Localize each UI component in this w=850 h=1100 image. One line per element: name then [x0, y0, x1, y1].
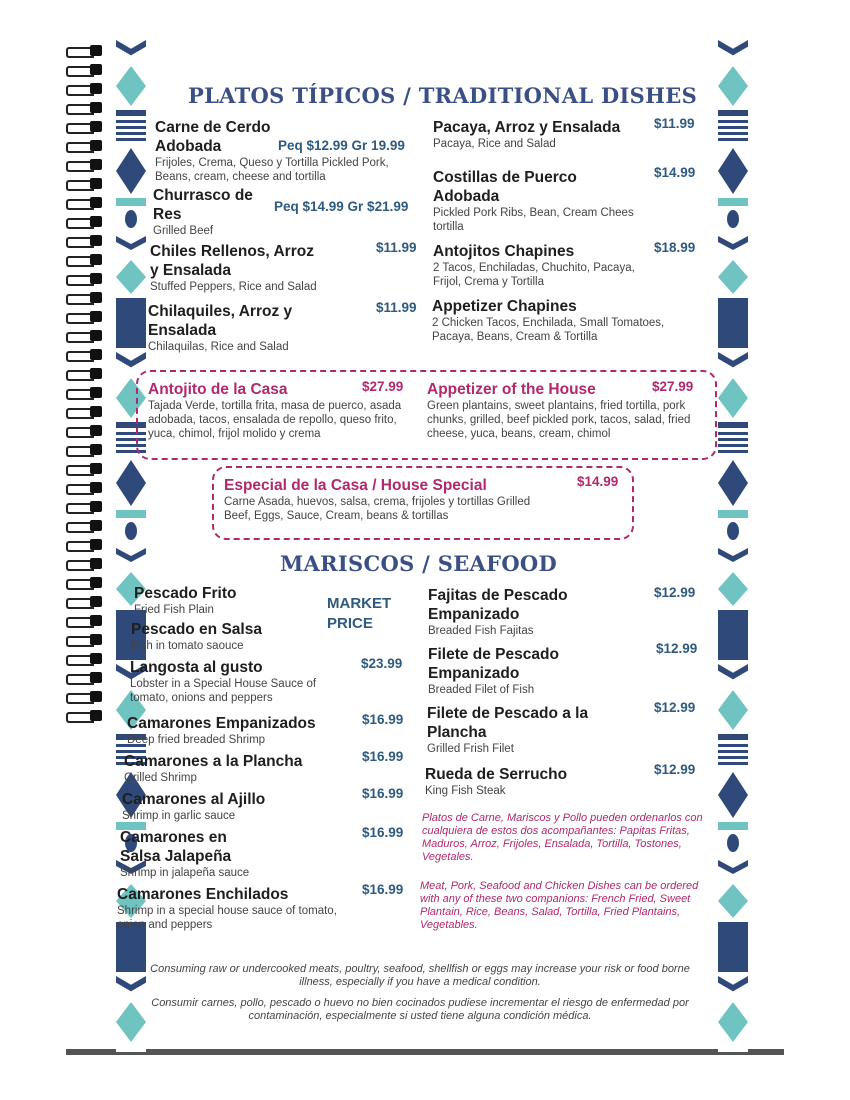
spiral-ring	[66, 139, 106, 151]
item-price: $14.99	[654, 165, 696, 180]
item-price: $16.99	[362, 825, 404, 840]
menu-item	[148, 302, 363, 354]
border-pattern-tile	[116, 148, 146, 194]
menu-item	[427, 704, 627, 756]
border-pattern-tile	[727, 210, 739, 228]
item-price: $23.99	[361, 656, 403, 671]
item-name: Chilaquiles, Arroz y Ensalada	[148, 303, 293, 339]
border-pattern-tile	[116, 298, 146, 348]
food-safety-disclaimer-spanish: Consumir carnes, pollo, pescado o huevo no bien cocinados pudiese incrementar el riesgo de enfermedad por contaminación, especialmente si usted tiene alguna condición médica.	[151, 997, 689, 1022]
item-description: Pacaya, Rice and Salad	[433, 138, 556, 150]
seafood-title: MARISCOS / SEAFOOD	[280, 551, 558, 576]
menu-item	[433, 168, 658, 234]
border-pattern-tile	[718, 610, 748, 660]
item-price: Peq $14.99 Gr $21.99	[274, 199, 409, 214]
border-pattern-tile	[116, 1002, 146, 1042]
border-pattern-tile	[718, 976, 748, 998]
item-price: $18.99	[654, 240, 696, 255]
menu-item	[124, 752, 359, 785]
border-pattern-tile	[727, 834, 739, 852]
border-pattern-tile	[718, 236, 748, 256]
border-pattern-tile	[718, 822, 748, 830]
item-name: Pacaya, Arroz y Ensalada	[433, 119, 621, 136]
item-name: Langosta al gusto	[130, 659, 263, 676]
item-price: $11.99	[376, 300, 417, 315]
spiral-ring	[66, 519, 106, 531]
spiral-ring	[66, 215, 106, 227]
item-description: Stuffed Peppers, Rice and Salad	[150, 281, 317, 293]
item-price: $11.99	[654, 116, 695, 131]
border-pattern-tile	[116, 352, 146, 374]
border-pattern-tile	[718, 884, 748, 918]
spiral-ring	[66, 405, 106, 417]
border-pattern-tile	[116, 40, 146, 62]
border-pattern-tile	[718, 664, 748, 686]
item-description: Lobster in a Special House Sauce of tomato, onions and peppers	[130, 678, 317, 704]
item-name: Antojitos Chapines	[433, 243, 575, 260]
border-pattern-tile	[718, 378, 748, 418]
menu-item	[134, 584, 324, 617]
spiral-ring	[66, 310, 106, 322]
border-pattern-tile	[718, 690, 748, 730]
border-pattern-tile	[116, 66, 146, 106]
border-pattern-tile	[116, 548, 146, 568]
spiral-ring	[66, 101, 106, 113]
menu-item	[428, 645, 628, 697]
menu-item	[153, 186, 273, 238]
spiral-ring	[66, 443, 106, 455]
companions-note-english: Meat, Pork, Seafood and Chicken Dishes can be ordered with any of these two companions: French Fried, Sweet Plantain, Rice, Beans, Salad, Tortilla, Fried Plantains, Vegetables.	[420, 880, 699, 931]
spiral-ring	[66, 367, 106, 379]
item-description: Deep fried breaded Shrimp	[127, 734, 266, 746]
item-price: $16.99	[362, 882, 404, 897]
spiral-ring	[66, 671, 106, 683]
menu-item	[432, 297, 712, 344]
item-price: $12.99	[654, 700, 696, 715]
item-description: Carne Asada, huevos, salsa, crema, frijoles y tortillas Grilled Beef, Eggs, Sauce, Cream, beans & tortillas	[224, 496, 531, 522]
companions-note-spanish: Platos de Carne, Mariscos y Pollo pueden ordenarlos con cualquiera de estos dos acompañantes: Papitas Fritas, Maduros, Arroz, Frijoles, Ensalada, Tortilla, Tostones, Vegetales.	[422, 812, 703, 863]
spiral-ring	[66, 652, 106, 664]
item-description: Grilled Shrimp	[124, 772, 197, 784]
item-name: Camarones en Salsa Jalapeña	[120, 829, 232, 865]
market-price-label: MARKET PRICE	[327, 595, 392, 632]
spiral-ring	[66, 329, 106, 341]
border-pattern-tile	[718, 860, 748, 880]
menu-item	[122, 790, 357, 823]
item-description: Grilled Frish Filet	[427, 743, 514, 755]
border-pattern-tile	[116, 976, 146, 998]
border-pattern-tile	[116, 110, 146, 116]
item-name: Appetizer of the House	[427, 381, 596, 398]
spiral-ring	[66, 196, 106, 208]
border-pattern-tile	[718, 148, 748, 194]
item-price: $14.99	[577, 474, 619, 489]
item-name: Pescado Frito	[134, 585, 237, 602]
border-pattern-tile	[116, 120, 146, 144]
border-pattern-tile	[718, 298, 748, 348]
menu-item	[433, 118, 653, 151]
border-pattern-tile	[718, 744, 748, 768]
menu-item	[433, 242, 658, 289]
page-bottom-edge	[66, 1049, 784, 1055]
spiral-ring	[66, 614, 106, 626]
spiral-ring	[66, 120, 106, 132]
item-price: $16.99	[362, 786, 404, 801]
border-pattern-tile	[125, 522, 137, 540]
spiral-ring	[66, 291, 106, 303]
item-name: Appetizer Chapines	[432, 298, 577, 315]
item-description: King Fish Steak	[425, 785, 506, 797]
border-pattern-tile	[718, 260, 748, 294]
item-name: Carne de Cerdo Adobada	[155, 119, 271, 155]
spiral-ring	[66, 709, 106, 721]
border-pattern-tile	[718, 40, 748, 62]
menu-item	[425, 765, 645, 798]
spiral-ring	[66, 500, 106, 512]
border-pattern-tile	[718, 432, 748, 456]
item-description: Shrimp in jalapeña sauce	[120, 867, 250, 879]
menu-item	[150, 242, 365, 294]
spiral-ring	[66, 595, 106, 607]
spiral-ring	[66, 690, 106, 702]
border-pattern-tile	[718, 110, 748, 116]
item-description: Fish in tomato saouce	[131, 640, 244, 652]
spiral-ring	[66, 44, 106, 56]
item-name: Camarones al Ajillo	[122, 791, 266, 808]
item-price: $27.99	[362, 379, 404, 394]
spiral-ring	[66, 82, 106, 94]
border-pattern-tile	[718, 772, 748, 818]
spiral-ring	[66, 538, 106, 550]
menu-item	[428, 586, 628, 638]
item-description: Tajada Verde, tortilla frita, masa de puerco, asada adobada, tacos, ensalada de repollo, queso frito, yuca, chimol, frijol molido y crema	[148, 400, 402, 440]
item-price: Peq $12.99 Gr 19.99	[278, 138, 405, 153]
item-name: Pescado en Salsa	[131, 621, 262, 638]
item-description: Green plantains, sweet plantains, fried tortilla, pork chunks, grilled, beef pickled pork, tacos, salad, fried cheese, yuca, beans, cream, chimol	[427, 400, 691, 440]
item-name: Camarones a la Plancha	[124, 753, 303, 770]
border-pattern-tile	[718, 548, 748, 568]
border-pattern-tile	[125, 210, 137, 228]
border-pattern-tile	[116, 198, 146, 206]
spiral-ring	[66, 253, 106, 265]
border-pattern-tile	[116, 260, 146, 294]
item-name: Filete de Pescado a la Plancha	[427, 705, 589, 741]
border-pattern-tile	[718, 572, 748, 606]
spiral-binding	[66, 44, 110, 734]
spiral-ring	[66, 234, 106, 246]
right-decorative-border	[718, 40, 748, 1052]
item-description: 2 Chicken Tacos, Enchilada, Small Tomatoes, Pacaya, Beans, Cream & Tortilla	[432, 317, 665, 343]
item-price: $12.99	[654, 585, 696, 600]
item-description: Breaded Fish Fajitas	[428, 625, 534, 637]
border-pattern-tile	[718, 922, 748, 972]
item-name: Chiles Rellenos, Arroz y Ensalada	[150, 243, 314, 279]
item-description: Chilaquilas, Rice and Salad	[148, 341, 289, 353]
item-price: $12.99	[656, 641, 698, 656]
spiral-ring	[66, 63, 106, 75]
border-pattern-tile	[718, 734, 748, 740]
spiral-ring	[66, 272, 106, 284]
item-name: Churrasco de Res	[153, 187, 253, 223]
border-pattern-tile	[718, 198, 748, 206]
spiral-ring	[66, 557, 106, 569]
item-price: $12.99	[654, 762, 696, 777]
border-pattern-tile	[116, 510, 146, 518]
item-price: $27.99	[652, 379, 694, 394]
border-pattern-tile	[116, 460, 146, 506]
border-pattern-tile	[718, 460, 748, 506]
item-price: $16.99	[362, 712, 404, 727]
border-pattern-tile	[718, 352, 748, 374]
item-description: Grilled Beef	[153, 225, 214, 237]
spiral-ring	[66, 158, 106, 170]
menu-item	[117, 885, 357, 932]
border-pattern-tile	[727, 522, 739, 540]
border-pattern-tile	[718, 1002, 748, 1042]
item-description: Shrimp in garlic sauce	[122, 810, 236, 822]
item-price: $16.99	[362, 749, 404, 764]
spiral-ring	[66, 633, 106, 645]
border-pattern-tile	[718, 422, 748, 428]
spiral-ring	[66, 576, 106, 588]
spiral-ring	[66, 177, 106, 189]
menu-item	[120, 828, 270, 880]
menu-item	[127, 714, 362, 747]
item-name: Camarones Enchilados	[117, 886, 289, 903]
item-name: Costillas de Puerco Adobada	[433, 169, 577, 205]
item-description: Shrimp in a special house sauce of tomato, onion and peppers	[117, 905, 337, 931]
item-name: Rueda de Serrucho	[425, 766, 568, 783]
menu-item	[131, 620, 321, 653]
item-name: Antojito de la Casa	[148, 381, 288, 398]
item-name: Especial de la Casa / House Special	[224, 477, 487, 494]
border-pattern-tile	[116, 236, 146, 256]
border-pattern-tile	[718, 66, 748, 106]
item-name: Camarones Empanizados	[127, 715, 316, 732]
item-name: Filete de Pescado Empanizado	[428, 646, 559, 682]
item-price: $11.99	[376, 240, 417, 255]
border-pattern-tile	[718, 120, 748, 144]
spiral-ring	[66, 386, 106, 398]
item-description: Frijoles, Crema, Queso y Tortilla Pickled Pork, Beans, cream, cheese and tortilla	[155, 157, 389, 183]
traditional-dishes-title: PLATOS TÍPICOS / TRADITIONAL DISHES	[188, 83, 698, 108]
border-pattern-tile	[718, 510, 748, 518]
spiral-ring	[66, 424, 106, 436]
item-description: Breaded Filet of Fish	[428, 684, 535, 696]
spiral-ring	[66, 481, 106, 493]
spiral-ring	[66, 348, 106, 360]
item-description: Pickled Pork Ribs, Bean, Cream Chees tortilla	[433, 207, 634, 233]
menu-item-house-special	[224, 476, 554, 523]
menu-item	[130, 658, 360, 705]
item-description: 2 Tacos, Enchiladas, Chuchito, Pacaya, Frijol, Crema y Tortilla	[433, 262, 635, 288]
item-description: Fried Fish Plain	[134, 604, 214, 616]
food-safety-disclaimer-english: Consuming raw or undercooked meats, poultry, seafood, shellfish or eggs may increase your risk or food borne illness, especially if you have a medical condition.	[150, 963, 690, 988]
item-name: Fajitas de Pescado Empanizado	[428, 587, 568, 623]
spiral-ring	[66, 462, 106, 474]
